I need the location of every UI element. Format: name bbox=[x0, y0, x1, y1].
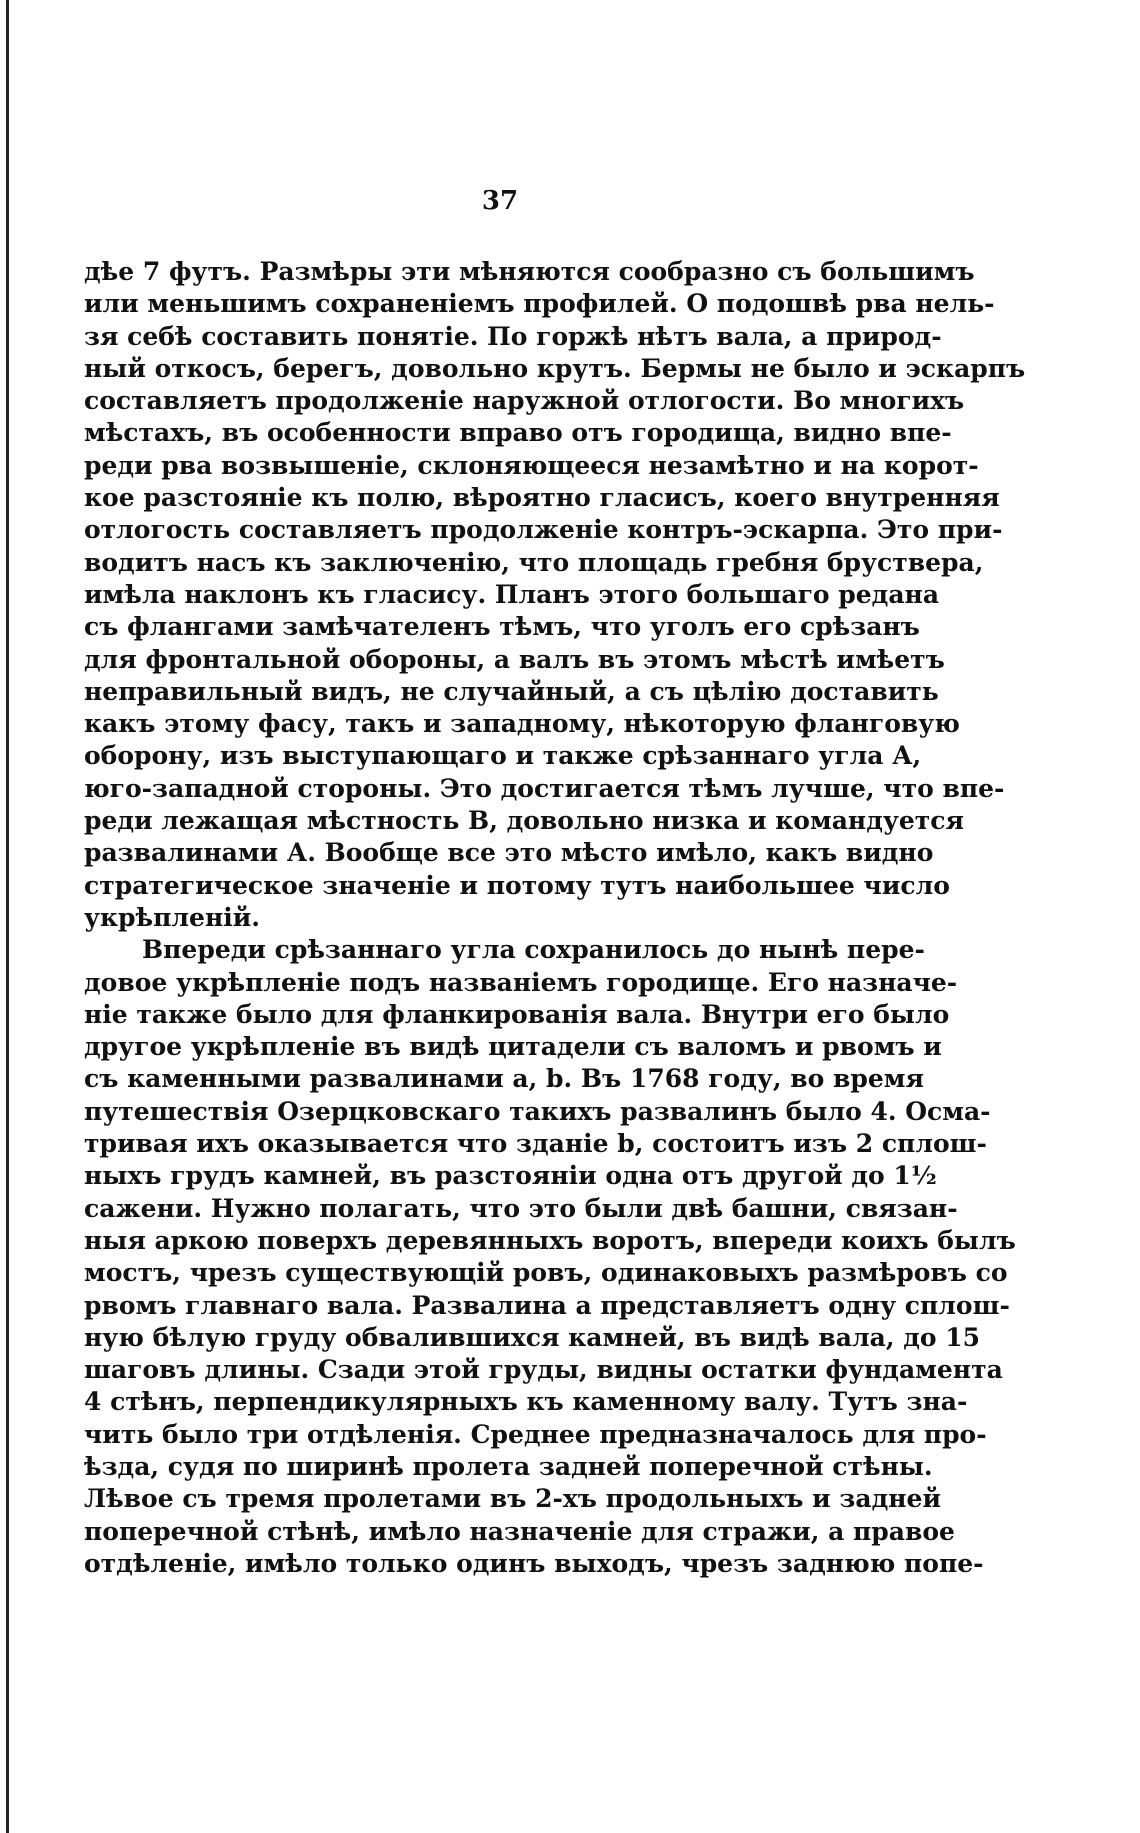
text-line: съ каменными развалинами a, b. Въ 1768 году, во время bbox=[84, 1064, 924, 1094]
body-text bbox=[84, 256, 1026, 1580]
text-line: путешествія Озерцковскаго такихъ развалинъ было 4. Осма- bbox=[84, 1096, 991, 1126]
text-line: юго-западной стороны. Это достигается тѣмъ лучше, что впе- bbox=[84, 773, 1005, 803]
text-line: довое укрѣпленіе подъ названіемъ городище. Его назначе- bbox=[84, 967, 958, 997]
text-line: мѣстахъ, въ особенности вправо отъ городища, видно впе- bbox=[84, 418, 952, 448]
text-line: другое укрѣпленіе въ видѣ цитадели съ валомъ и рвомъ и bbox=[84, 1032, 942, 1062]
scan-edge-line bbox=[6, 0, 9, 1833]
text-line: ніе также было для фланкированія вала. Внутри его было bbox=[84, 999, 950, 1029]
text-line: тривая ихъ оказывается что зданіе b, состоитъ изъ 2 сплош- bbox=[84, 1129, 987, 1159]
text-line: чить было три отдѣленія. Среднее предназначалось для про- bbox=[84, 1419, 987, 1449]
paragraph-end-line: укрѣпленій. bbox=[84, 902, 260, 932]
text-line: составляетъ продолженіе наружной отлогости. Во многихъ bbox=[84, 386, 965, 416]
text-line: какъ этому фасу, такъ и западному, нѣкоторую фланговую bbox=[84, 709, 960, 739]
text-line: рвомъ главнаго вала. Развалина a представляетъ одну сплош- bbox=[84, 1290, 1010, 1320]
text-line: развалинами А. Вообще все это мѣсто имѣло, какъ видно bbox=[84, 838, 934, 868]
paragraph-first-line: Впереди срѣзаннаго угла сохранилось до нынѣ пере- bbox=[142, 935, 925, 965]
text-line: 4 стѣнъ, перпендикулярныхъ къ каменному валу. Тутъ зна- bbox=[84, 1387, 968, 1417]
text-line: имѣла наклонъ къ гласису. Планъ этого большаго редана bbox=[84, 579, 940, 609]
text-line: зя себѣ составить понятіе. По горжѣ нѣтъ вала, а природ- bbox=[84, 321, 942, 351]
text-line: ѣзда, судя по ширинѣ пролета задней поперечной стѣны. bbox=[84, 1451, 933, 1481]
text-line: съ флангами замѣчателенъ тѣмъ, что уголъ его срѣзанъ bbox=[84, 612, 920, 642]
text-line: реди лежащая мѣстность В, довольно низка и командуется bbox=[84, 806, 964, 836]
page-number: 37 bbox=[481, 186, 519, 216]
text-line: ный откосъ, берегъ, довольно крутъ. Бермы не было и эскарпъ bbox=[84, 353, 1026, 383]
text-line: отдѣленіе, имѣло только одинъ выходъ, чрезъ заднюю попе- bbox=[84, 1548, 984, 1578]
text-line: кое разстояніе къ полю, вѣроятно гласисъ, коего внутренняя bbox=[84, 483, 1000, 513]
text-line: Лѣвое съ тремя пролетами въ 2-хъ продольныхъ и задней bbox=[84, 1484, 941, 1514]
text-line: шаговъ длины. Сзади этой груды, видны остатки фундамента bbox=[84, 1355, 1003, 1385]
text-line: для фронтальной обороны, а валъ въ этомъ мѣстѣ имѣетъ bbox=[84, 644, 945, 674]
text-line: неправильный видъ, не случайный, а съ цѣлію доставить bbox=[84, 676, 939, 706]
text-line: отлогость составляетъ продолженіе контръ-эскарпа. Это при- bbox=[84, 515, 1003, 545]
text-line: дѣе 7 футъ. Размѣры эти мѣняются сообразно съ большимъ bbox=[84, 257, 975, 286]
text-line: ную бѣлую груду обвалившихся камней, въ видѣ вала, до 15 bbox=[84, 1322, 981, 1352]
text-line: стратегическое значеніе и потому тутъ наибольшее число bbox=[84, 870, 950, 900]
text-line: или меньшимъ сохраненіемъ профилей. О подошвѣ рва нель- bbox=[84, 289, 995, 319]
text-line: водитъ насъ къ заключенію, что площадь гребня бруствера, bbox=[84, 547, 984, 577]
text-line: ныя аркою поверхъ деревянныхъ воротъ, впереди коихъ былъ bbox=[84, 1225, 1016, 1255]
text-line: оборону, изъ выступающаго и также срѣзаннаго угла А, bbox=[84, 741, 922, 771]
text-line: ныхъ грудъ камней, въ разстояніи одна отъ другой до 1½ bbox=[84, 1161, 937, 1191]
text-line: сажени. Нужно полагать, что это были двѣ башни, связан- bbox=[84, 1193, 958, 1223]
text-line: поперечной стѣнѣ, имѣло назначеніе для стражи, а правое bbox=[84, 1516, 955, 1546]
text-line: мостъ, чрезъ существующій ровъ, одинаковыхъ размѣровъ со bbox=[84, 1258, 1008, 1288]
text-line: реди рва возвышеніе, склоняющееся незамѣтно и на корот- bbox=[84, 450, 979, 480]
